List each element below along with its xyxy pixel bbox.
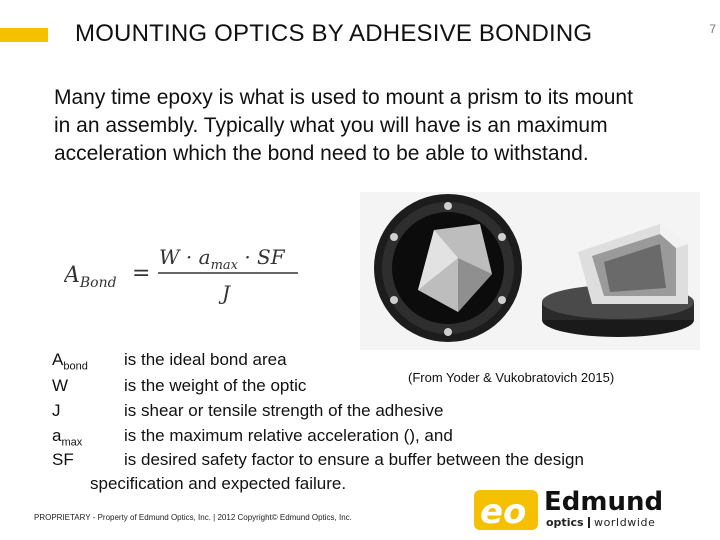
definition-continuation: specification and expected failure. <box>90 474 347 493</box>
definition-symbol: SF <box>52 450 74 469</box>
logo-divider <box>588 517 590 528</box>
definition-w <box>52 376 306 396</box>
formula-numerator: $W \cdot a_{max}$ · SF <box>159 245 285 273</box>
intro-paragraph: Many time epoxy is what is used to mount a prism to its mount in an assembly. Typically what you will have is an maximum acceleration which the bond need to be able to withstand. <box>54 86 633 165</box>
formula-lhs: $A_{Bond}$ <box>64 263 117 291</box>
definition-text: is desired safety factor to ensure a buffer between the design <box>124 450 584 469</box>
definition-a-max <box>52 426 453 448</box>
formula-denominator: J <box>222 281 231 305</box>
definition-j <box>52 401 443 421</box>
definition-a-bond <box>52 350 287 372</box>
definition-text: is the maximum relative acceleration (), and <box>124 426 453 445</box>
slide-title: MOUNTING OPTICS BY ADHESIVE BONDING <box>75 20 593 47</box>
footer-copyright: PROPRIETARY - Property of Edmund Optics, Inc. | 2012 Copyright© Edmund Optics, Inc. <box>34 513 352 522</box>
logo-tagline-right: worldwide <box>594 516 656 529</box>
page-number: 7 <box>709 22 716 36</box>
prism-mount-photo <box>360 192 700 350</box>
definition-text: is shear or tensile strength of the adhesive <box>124 401 444 420</box>
svg-text:eo: eo <box>480 492 527 532</box>
flange-mount-image <box>374 194 522 342</box>
definition-symbol: W <box>52 376 69 395</box>
citation: (From Yoder & Vukobratovich 2015) <box>408 370 615 385</box>
definition-symbol: $a_{max}$ <box>52 426 83 449</box>
formula-equals: = <box>132 261 151 286</box>
eo-mark-icon <box>474 490 538 532</box>
definition-symbol: J <box>52 401 61 420</box>
logo-tagline-left: optics <box>546 516 584 529</box>
bond-area-formula <box>64 240 324 310</box>
definition-sf <box>52 450 584 470</box>
logo-brand: Edmund <box>544 487 664 517</box>
edmund-optics-logo <box>470 484 720 540</box>
definition-text: is the weight of the optic <box>124 376 307 395</box>
definition-text: is the ideal bond area <box>124 350 287 369</box>
definition-symbol: $A_{bond}$ <box>52 350 88 373</box>
title-accent-bar <box>0 28 48 42</box>
